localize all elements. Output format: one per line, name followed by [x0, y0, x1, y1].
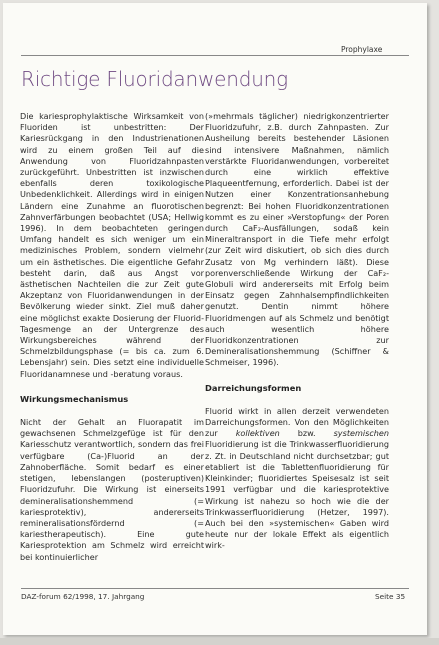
mechanism-paragraph: Nicht der Gehalt an Fluorapatit im gewachsenen Schmelzgefüge ist für den Kariesschutz verantwortlich, sondern das frei verfügbare (Ca-)Fluorid an der Zahnoberfläche. Somit bedarf es einer stetigen, lebenslangen (posteruptiven) Fluoridzufuhr. Die Wirkung ist einerseits demineralisationshemmend (= kariesprotektiv), andererseits remineralisationsfördernd (= kariestherapeutisch). Eine gute Kariesprotektion am Schmelz wird erreicht bei kontinuierlicher [20, 417, 204, 562]
forms-text-mid: bzw. [279, 428, 334, 439]
forms-paragraph [205, 406, 389, 552]
forms-emphasis-systemischen: systemischen [333, 428, 390, 439]
right-column [205, 111, 389, 552]
running-head: Prophylaxe [341, 45, 383, 54]
article-title: Richtige Fluoridanwendung [21, 67, 288, 91]
header-rule [21, 55, 409, 56]
scan-edge [0, 638, 439, 645]
section-heading-wirkungsmechanismus: Wirkungsmechanismus [20, 393, 129, 404]
footer-page-number: Seite 35 [375, 592, 406, 601]
document-page [3, 3, 427, 635]
forms-text-start: Fluorid wirkt in allen derzeit verwendeten Darreichungsformen. Von den Möglichkeiten zur [205, 405, 389, 439]
intro-paragraph: Die kariesprophylaktische Wirksamkeit von Fluoriden ist unbestritten: Der Kariesrückgang in den Industrienationen wird zu einem großen Teil auf die Anwendung von Fluoridzahnpasten zurückgeführt. Unbestritten ist inzwischen ebenfalls deren toxikologische Unbedenklichkeit. Allerdings wird in einigen Ländern eine Zunahme an fluorotischen Zahnverfärbungen beobachtet (USA; Hellwig 1996). In dem beobachteten geringen Umfang handelt es sich weniger um ein medizinisches Problem, sondern vielmehr um ein ästhetisches. Die eigentliche Gefahr besteht darin, daß aus Angst vor ästhetischen Nachteilen die zur Zeit gute Akzeptanz von Fluoridanwendungen in der Bevölkerung wieder sinkt. Ziel muß daher eine möglichst exakte Dosierung der Fluorid-Tagesmenge an der Untergrenze des Wirkungsbereiches während der Schmelzbildungsphase (= bis ca. zum 6. Lebensjahr) sein. Dies setzt eine individuelle Fluoridanamnese und -beratung voraus. [20, 111, 204, 379]
forms-text-rest: Fluoridierung ist die Trinkwasserfluoridierung z. Zt. in Deutschland nicht durchsetzbar; gut etabliert ist die Tablettenfluoridierung für Kleinkinder; fluoridiertes Speisesalz ist seit 1991 verfügbar und die kariesprotektive Wirkung ist nahezu so hoch wie die der Trinkwasserfluoridierung (Hetzer, 1997). Auch bei den »systemischen« Gaben wird heute nur der lokale Effekt als eigentlich wirk- [205, 439, 389, 551]
footer-journal: DAZ-forum 62/1998, 17. Jahrgang [21, 592, 145, 601]
footer-rule [21, 588, 409, 589]
continued-paragraph: (»mehrmals täglicher) niedrigkonzentrierter Fluoridzufuhr, z.B. durch Zahnpasten. Zur Ausheilung bereits bestehender Läsionen sind intensivere Maßnahmen, nämlich verstärkte Fluoridanwendungen, vorbereitet durch eine wirklich effektive Plaqueentfernung, erforderlich. Dabei ist der Nutzen einer Konzentrationsanhebung begrenzt: Bei hohen Fluoridkonzentrationen kommt es zu einer »Verstopfung« der Poren durch CaF₂-Ausfällungen, sodaß kein Mineraltransport in die Tiefe mehr erfolgt (zur Zeit wird diskutiert, ob sich dies durch Zusatz von Mg verhindern läßt). Diese porenverschließende Wirkung der CaF₂-Globuli wird andererseits mit Erfolg beim Einsatz gegen Zahnhalsempfindlichkeiten genutzt. Dentin nimmt höhere Fluoridmengen auf als Schmelz und benötigt auch wesentlich höhere Fluoridkonzentrationen zur Demineralisationshemmung (Schiffner & Schmeiser, 1996). [205, 111, 389, 368]
section-heading-darreichungsformen: Darreichungsformen [205, 382, 302, 393]
forms-emphasis-kollektiven: kollektiven [235, 428, 280, 439]
left-column [20, 111, 204, 563]
